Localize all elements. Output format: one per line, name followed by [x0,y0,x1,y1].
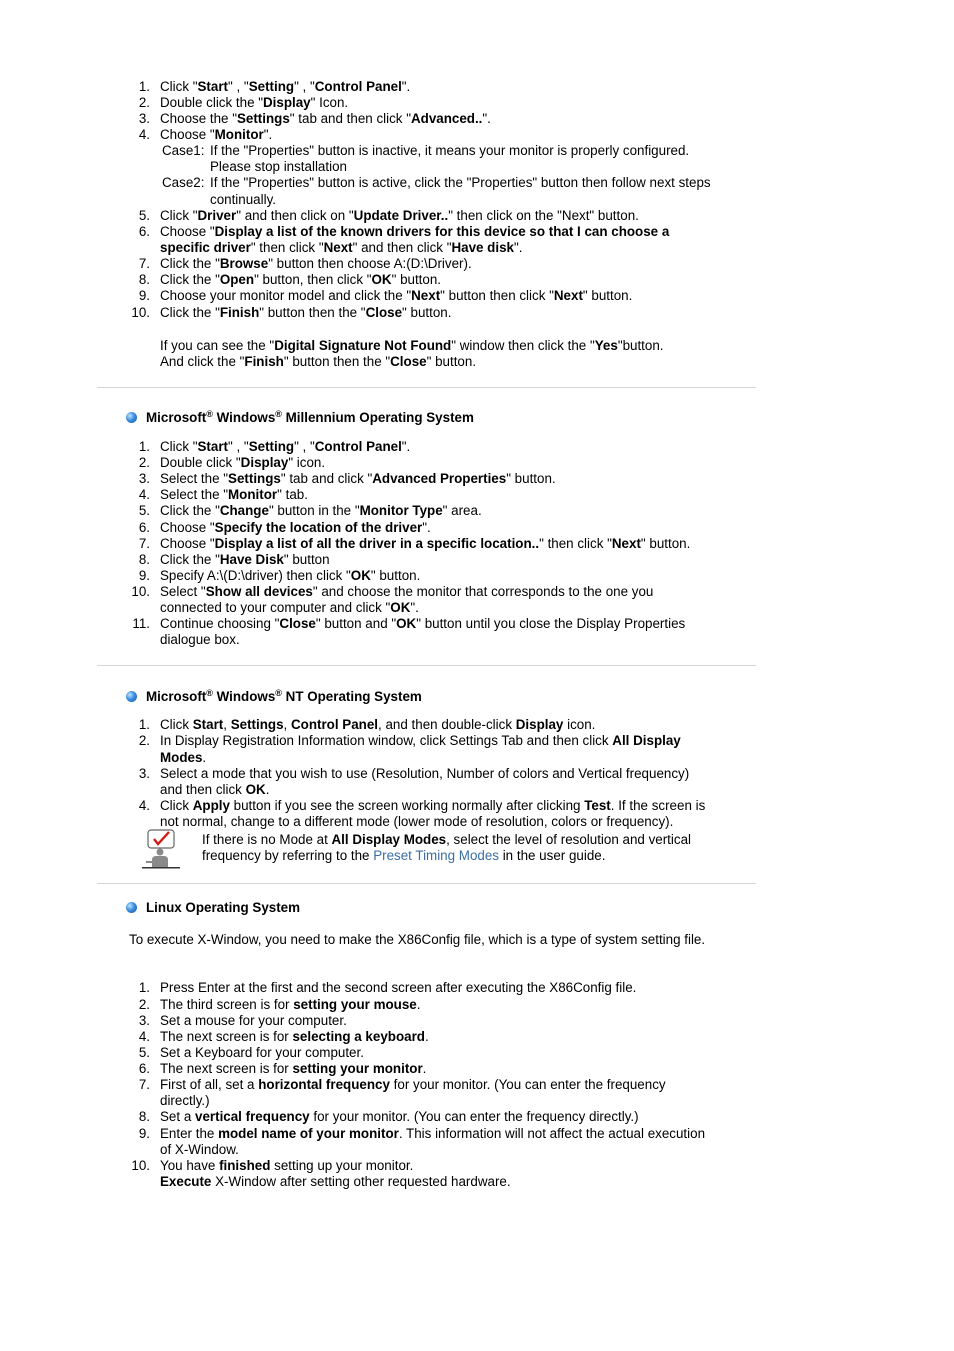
list-item: The third screen is for setting your mouse. [160,997,421,1012]
list-number: 1. [138,717,150,732]
section-divider [97,883,756,884]
list-item: Double click "Display" icon. [160,455,326,470]
list-number: 1. [138,439,150,454]
list-item-continued: specific driver" then click "Next" and then click "Have disk". [160,240,523,255]
blue-bullet-icon [126,902,137,913]
list-number: 8. [138,1109,150,1124]
list-number: 7. [138,256,150,271]
list-number: 10. [131,584,150,599]
list-item: Choose your monitor model and click the "Next" button then click "Next" button. [160,288,633,303]
section-heading-millennium: Microsoft® Windows® Millennium Operating System [126,405,474,427]
list-item-continued: directly.) [160,1093,210,1108]
blue-bullet-icon [126,691,137,702]
list-item: Click Start, Settings, Control Panel, and then double-click Display icon. [160,717,596,732]
list-item: Select "Show all devices" and choose the monitor that corresponds to the one you [160,584,654,599]
list-item: First of all, set a horizontal frequency for your monitor. (You can enter the frequency [160,1077,666,1092]
case-text: continually. [210,192,276,207]
list-item: Click "Driver" and then click on "Update Driver.." then click on the "Next" button. [160,208,639,223]
list-item: Choose "Specify the location of the driver". [160,520,431,535]
list-number: 7. [138,536,150,551]
blue-bullet-icon [126,412,137,423]
case-label: Case2: [162,175,205,190]
list-number: 1. [138,980,150,995]
list-item: Click Apply button if you see the screen working normally after clicking Test. If the screen is [160,798,706,813]
list-item: Click "Start" , "Setting" , "Control Panel". [160,79,411,94]
list-item: Click the "Open" button, then click "OK" button. [160,272,442,287]
signature-note: If you can see the "Digital Signature Not Found" window then click the "Yes"button. [160,338,664,353]
list-number: 3. [138,111,150,126]
list-number: 4. [138,487,150,502]
list-item-continued: dialogue box. [160,632,240,647]
list-item: Set a Keyboard for your computer. [160,1045,364,1060]
list-number: 10. [131,305,150,320]
list-item-continued: and then click OK. [160,782,270,797]
section-heading-linux: Linux Operating System [126,899,300,917]
note-checkmark-icon [140,829,182,869]
note-text: frequency by referring to the Preset Timing Modes in the user guide. [202,848,606,863]
section-heading-nt: Microsoft® Windows® NT Operating System [126,684,422,706]
list-item: Choose "Display a list of the known drivers for this device so that I can choose a [160,224,670,239]
list-number: 2. [138,455,150,470]
list-number: 4. [138,127,150,142]
list-item: Choose the "Settings" tab and then click "Advanced..". [160,111,491,126]
list-item: Press Enter at the first and the second screen after executing the X86Config file. [160,980,637,995]
list-item-continued: not normal, change to a different mode (lower mode of resolution, colors or frequency). [160,814,674,829]
list-item: Specify A:\(D:\driver) then click "OK" button. [160,568,421,583]
list-number: 9. [138,1126,150,1141]
list-item: Click the "Change" button in the "Monitor Type" area. [160,503,482,518]
list-item: Click the "Browse" button then choose A:(D:\Driver). [160,256,472,271]
list-item: Select the "Monitor" tab. [160,487,308,502]
list-number: 4. [138,1029,150,1044]
list-item-continued: connected to your computer and click "OK". [160,600,419,615]
list-item: Choose "Monitor". [160,127,273,142]
list-item: Enter the model name of your monitor. This information will not affect the actual execution [160,1126,706,1141]
linux-intro: To execute X-Window, you need to make the X86Config file, which is a type of system setting file. [129,932,706,947]
list-item: You have finished setting up your monitor. [160,1158,414,1173]
list-number: 2. [138,733,150,748]
list-item: Click the "Finish" button then the "Close" button. [160,305,452,320]
list-number: 8. [138,552,150,567]
section-divider [97,665,756,666]
list-number: 8. [138,272,150,287]
list-number: 9. [138,288,150,303]
list-number: 6. [138,1061,150,1076]
list-item: Choose "Display a list of all the driver in a specific location.." then click "Next" button. [160,536,691,551]
list-number: 3. [138,471,150,486]
case-label: Case1: [162,143,205,158]
list-number: 2. [138,95,150,110]
section-divider [97,387,756,388]
note-text: If there is no Mode at All Display Modes, select the level of resolution and vertical [202,832,691,847]
list-item: Continue choosing "Close" button and "OK" button until you close the Display Properties [160,616,686,631]
list-number: 11. [132,616,150,631]
list-number: 5. [138,208,150,223]
list-number: 4. [138,798,150,813]
signature-note: And click the "Finish" button then the "Close" button. [160,354,477,369]
preset-timing-modes-link[interactable]: Preset Timing Modes [373,848,499,863]
list-number: 3. [138,1013,150,1028]
list-item-continued: Execute X-Window after setting other requested hardware. [160,1174,511,1189]
case-text: Please stop installation [210,159,347,174]
list-number: 7. [138,1077,150,1092]
list-item: Double click the "Display" Icon. [160,95,349,110]
case-text: If the "Properties" button is inactive, it means your monitor is properly configured. [210,143,690,158]
list-number: 3. [138,766,150,781]
list-item: Click the "Have Disk" button [160,552,330,567]
case-text: If the "Properties" button is active, click the "Properties" button then follow next steps [210,175,711,190]
list-item: The next screen is for selecting a keyboard. [160,1029,429,1044]
list-item: Select the "Settings" tab and click "Advanced Properties" button. [160,471,556,486]
list-item: The next screen is for setting your monitor. [160,1061,427,1076]
list-number: 2. [138,997,150,1012]
list-number: 5. [138,503,150,518]
list-item: In Display Registration Information window, click Settings Tab and then click All Display [160,733,681,748]
list-number: 9. [138,568,150,583]
list-item: Set a mouse for your computer. [160,1013,347,1028]
list-item: Set a vertical frequency for your monitor. (You can enter the frequency directly.) [160,1109,639,1124]
list-item-continued: Modes. [160,750,207,765]
list-number: 1. [138,79,150,94]
list-number: 10. [131,1158,150,1173]
list-item: Click "Start" , "Setting" , "Control Panel". [160,439,411,454]
list-item-continued: of X-Window. [160,1142,239,1157]
list-item: Select a mode that you wish to use (Resolution, Number of colors and Vertical frequency) [160,766,690,781]
list-number: 5. [138,1045,150,1060]
list-number: 6. [138,224,150,239]
list-number: 6. [138,520,150,535]
